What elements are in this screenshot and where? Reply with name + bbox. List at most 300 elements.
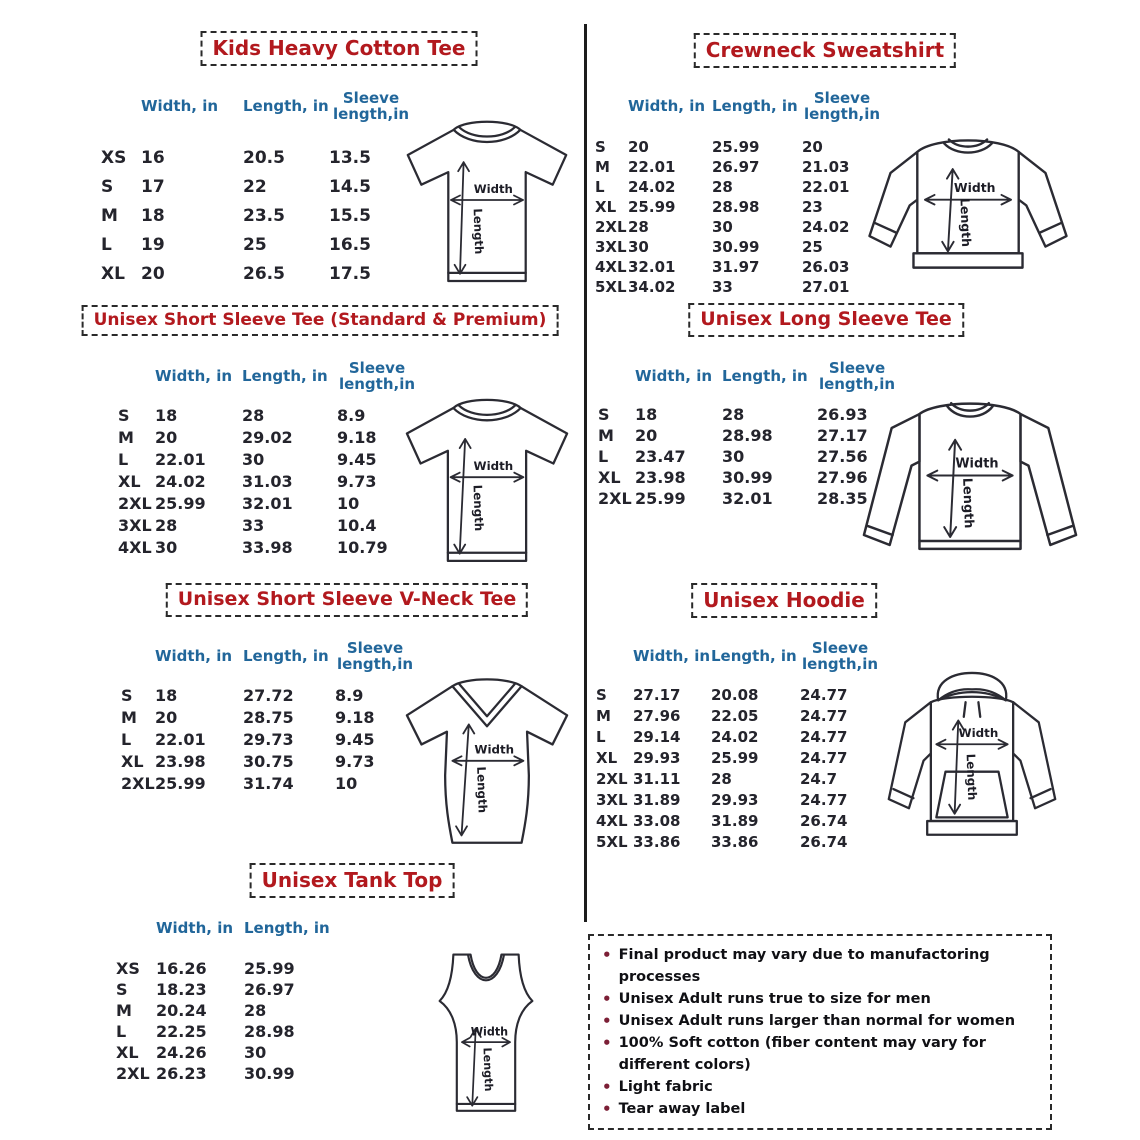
width-label: Width	[955, 456, 999, 472]
table-body	[101, 143, 413, 288]
table-row	[101, 172, 413, 201]
table-row	[118, 514, 417, 536]
note-item	[602, 1032, 1038, 1076]
table-row	[596, 768, 880, 789]
table-header-row	[141, 84, 413, 128]
size-label: S	[598, 405, 610, 424]
size-value: 21.03	[802, 158, 850, 176]
note-text: 100% Soft cotton (fiber content may vary for different colors)	[618, 1035, 986, 1073]
size-label: L	[101, 234, 112, 255]
size-value: 17.5	[329, 263, 371, 284]
size-value: 18	[635, 405, 658, 424]
column-header: Sleeve length,in	[818, 358, 896, 393]
crewneck-sweatshirt-icon	[858, 122, 1078, 287]
column-header: Sleeve length,in	[803, 88, 881, 123]
table-row	[116, 1042, 339, 1063]
size-label: XS	[101, 147, 127, 168]
size-value: 33	[242, 515, 265, 535]
column-header: Width, in	[156, 918, 234, 937]
length-label: Length	[957, 197, 975, 248]
size-value: 20	[635, 426, 658, 445]
table-row	[121, 750, 415, 772]
size-value: 14.5	[329, 176, 371, 197]
table-row	[101, 230, 413, 259]
size-label: M	[596, 706, 611, 725]
table-row	[596, 831, 880, 852]
size-value: 22.01	[155, 729, 206, 749]
size-value: 24.77	[800, 706, 848, 725]
size-value: 27.17	[817, 426, 868, 445]
note-text: Tear away label	[618, 1101, 746, 1117]
table-row	[596, 747, 880, 768]
column-header: Length, in	[712, 96, 798, 115]
table-header-row	[628, 84, 882, 128]
size-value: 24.02	[155, 471, 206, 491]
size-label: 3XL	[595, 238, 627, 256]
size-value: 10	[337, 493, 360, 513]
column-header: Sleeve length,in	[336, 638, 414, 673]
table-body	[118, 404, 417, 558]
size-label: 2XL	[595, 218, 627, 236]
table-row	[116, 1000, 339, 1021]
bullet-icon: •	[602, 1034, 612, 1052]
section-title-unisex-long-sleeve-tee: Unisex Long Sleeve Tee	[688, 303, 964, 337]
size-value: 32.01	[242, 493, 293, 513]
size-label: M	[595, 158, 610, 176]
long-sleeve-tee-icon	[856, 386, 1084, 574]
size-value: 30	[244, 1043, 267, 1062]
size-label: S	[118, 405, 130, 425]
size-value: 30.99	[722, 468, 773, 487]
size-value: 28.75	[243, 707, 294, 727]
size-value: 23.98	[635, 468, 686, 487]
size-value: 29.93	[633, 748, 681, 767]
table-row	[118, 536, 417, 558]
size-value: 28	[711, 769, 732, 788]
size-value: 20	[141, 263, 165, 284]
size-label: 4XL	[596, 811, 628, 830]
table-row	[596, 705, 880, 726]
size-label: XL	[596, 748, 618, 767]
size-value: 9.73	[337, 471, 377, 491]
table-row	[121, 706, 415, 728]
column-header: Length, in	[243, 646, 329, 665]
size-value: 25.99	[711, 748, 759, 767]
section-title-unisex-tank-top: Unisex Tank Top	[250, 863, 455, 898]
table-row	[595, 177, 882, 197]
size-value: 27.96	[633, 706, 681, 725]
table-body	[595, 137, 882, 297]
size-value: 27.01	[802, 278, 850, 296]
table-row	[116, 1063, 339, 1084]
size-table-unisex-long-sleeve-tee	[598, 354, 897, 509]
length-label: Length	[470, 484, 487, 532]
size-label: XL	[116, 1043, 139, 1062]
size-value: 26.23	[156, 1064, 207, 1083]
size-value: 23	[802, 198, 823, 216]
column-header: Sleeve length,in	[338, 358, 416, 393]
size-value: 30.99	[712, 238, 760, 256]
column-header: Length, in	[242, 366, 328, 385]
size-value: 26.74	[800, 811, 848, 830]
size-value: 20.08	[711, 685, 759, 704]
size-value: 28	[244, 1001, 267, 1020]
size-label: L	[595, 178, 605, 196]
size-label: S	[121, 685, 133, 705]
size-label: S	[596, 685, 607, 704]
table-row	[116, 979, 339, 1000]
table-row	[116, 958, 339, 979]
size-value: 27.72	[243, 685, 294, 705]
table-row	[596, 726, 880, 747]
size-value: 23.5	[243, 205, 285, 226]
column-header: Width, in	[628, 96, 706, 115]
size-value: 25	[243, 234, 267, 255]
length-label: Length	[963, 753, 980, 801]
table-header-row	[633, 634, 880, 678]
length-label: Length	[959, 477, 976, 529]
table-row	[595, 197, 882, 217]
size-value: 16	[141, 147, 165, 168]
table-row	[118, 404, 417, 426]
size-value: 31.03	[242, 471, 293, 491]
column-header: Length, in	[722, 366, 808, 385]
short-sleeve-tee-icon	[396, 388, 578, 570]
size-value: 28.98	[712, 198, 760, 216]
table-body	[116, 958, 339, 1084]
size-value: 20.5	[243, 147, 285, 168]
section-title-kids-heavy-cotton-tee: Kids Heavy Cotton Tee	[201, 31, 478, 66]
size-value: 20	[628, 138, 649, 156]
column-header: Width, in	[155, 366, 233, 385]
bullet-icon: •	[602, 1078, 612, 1096]
size-value: 10.79	[337, 537, 388, 557]
column-header: Length, in	[243, 96, 329, 115]
table-header-row	[155, 354, 417, 398]
size-value: 24.77	[800, 685, 848, 704]
table-row	[595, 137, 882, 157]
size-value: 29.14	[633, 727, 681, 746]
table-row	[596, 810, 880, 831]
size-value: 9.18	[337, 427, 377, 447]
size-table-kids-heavy-cotton-tee	[101, 84, 413, 288]
note-item	[602, 1076, 1038, 1098]
bullet-icon: •	[602, 1012, 612, 1030]
size-value: 16.5	[329, 234, 371, 255]
table-row	[118, 470, 417, 492]
table-row	[121, 728, 415, 750]
column-header: Sleeve length,in	[801, 638, 879, 673]
note-text: Final product may vary due to manufactoring processes	[618, 947, 990, 985]
size-value: 15.5	[329, 205, 371, 226]
size-value: 30	[628, 238, 649, 256]
table-body	[596, 684, 880, 852]
size-value: 30	[722, 447, 745, 466]
table-header-row	[155, 634, 415, 678]
size-value: 8.9	[335, 685, 364, 705]
size-label: 2XL	[596, 769, 628, 788]
size-value: 23.47	[635, 447, 686, 466]
column-header: Width, in	[155, 646, 233, 665]
size-value: 20	[155, 427, 178, 447]
size-label: XS	[116, 959, 140, 978]
size-value: 34.02	[628, 278, 676, 296]
column-header: Width, in	[141, 96, 219, 115]
size-value: 28	[242, 405, 265, 425]
size-value: 20	[802, 138, 823, 156]
hoodie-icon	[876, 668, 1068, 858]
size-value: 24.26	[156, 1043, 207, 1062]
size-value: 27.17	[633, 685, 681, 704]
size-label: 2XL	[121, 773, 155, 793]
size-label: 5XL	[595, 278, 627, 296]
table-row	[598, 404, 897, 425]
size-value: 26.93	[817, 405, 868, 424]
table-row	[121, 772, 415, 794]
size-label: S	[595, 138, 606, 156]
size-value: 32.01	[722, 489, 773, 508]
size-value: 13.5	[329, 147, 371, 168]
size-value: 18	[155, 405, 178, 425]
size-value: 22.01	[628, 158, 676, 176]
vneck-tee-icon	[396, 668, 578, 850]
size-label: L	[596, 727, 606, 746]
size-value: 30	[242, 449, 265, 469]
size-value: 33.08	[633, 811, 681, 830]
size-value: 29.02	[242, 427, 293, 447]
size-label: 3XL	[118, 515, 152, 535]
size-table-unisex-hoodie	[596, 634, 880, 852]
size-value: 23.98	[155, 751, 206, 771]
size-value: 33.86	[633, 832, 681, 851]
size-value: 19	[141, 234, 165, 255]
size-value: 17	[141, 176, 165, 197]
size-value: 28	[722, 405, 745, 424]
table-row	[595, 237, 882, 257]
table-row	[118, 492, 417, 514]
width-label: Width	[474, 742, 515, 757]
table-row	[116, 1021, 339, 1042]
size-value: 27.96	[817, 468, 868, 487]
note-item	[602, 1098, 1038, 1120]
size-value: 20.24	[156, 1001, 207, 1020]
size-label: 4XL	[118, 537, 152, 557]
size-label: M	[118, 427, 134, 447]
size-value: 25.99	[712, 138, 760, 156]
width-label: Width	[953, 180, 996, 196]
table-row	[595, 257, 882, 277]
size-label: 4XL	[595, 258, 627, 276]
size-label: 2XL	[116, 1064, 150, 1083]
size-value: 25.99	[244, 959, 295, 978]
size-value: 25.99	[155, 493, 206, 513]
size-value: 20	[155, 707, 178, 727]
table-row	[118, 448, 417, 470]
length-label: Length	[480, 1047, 496, 1092]
size-value: 32.01	[628, 258, 676, 276]
column-header: Length, in	[711, 646, 797, 665]
size-value: 29.73	[243, 729, 294, 749]
bullet-icon: •	[602, 990, 612, 1008]
size-value: 28	[628, 218, 649, 236]
size-value: 26.97	[712, 158, 760, 176]
size-value: 29.93	[711, 790, 759, 809]
size-label: M	[116, 1001, 132, 1020]
section-title-unisex-hoodie: Unisex Hoodie	[691, 583, 877, 618]
size-label: XL	[121, 751, 144, 771]
size-table-unisex-vneck-tee	[121, 634, 415, 794]
size-value: 25	[802, 238, 823, 256]
width-label: Width	[470, 1025, 509, 1039]
note-text: Light fabric	[618, 1079, 713, 1095]
table-row	[101, 143, 413, 172]
size-label: 2XL	[118, 493, 152, 513]
size-value: 18	[155, 685, 178, 705]
size-label: 5XL	[596, 832, 628, 851]
size-label: XL	[101, 263, 125, 284]
size-value: 24.77	[800, 727, 848, 746]
size-label: M	[598, 426, 614, 445]
column-header: Sleeve length,in	[332, 88, 410, 123]
size-value: 16.26	[156, 959, 207, 978]
table-header-row	[156, 916, 339, 940]
size-value: 22.05	[711, 706, 759, 725]
section-title-crewneck-sweatshirt: Crewneck Sweatshirt	[694, 33, 956, 68]
size-table-unisex-short-sleeve-tee	[118, 354, 417, 558]
size-label: L	[121, 729, 132, 749]
width-label: Width	[958, 725, 999, 740]
size-value: 28	[155, 515, 178, 535]
size-value: 31.97	[712, 258, 760, 276]
size-label: S	[116, 980, 128, 999]
size-label: L	[116, 1022, 127, 1041]
size-value: 10.4	[337, 515, 377, 535]
note-item	[602, 944, 1038, 988]
width-label: Width	[473, 181, 513, 196]
size-value: 26.74	[800, 832, 848, 851]
size-value: 31.74	[243, 773, 294, 793]
size-table-unisex-tank-top	[116, 916, 339, 1084]
size-value: 33.98	[242, 537, 293, 557]
size-value: 31.11	[633, 769, 681, 788]
size-value: 26.97	[244, 980, 295, 999]
size-value: 18.23	[156, 980, 207, 999]
size-value: 24.02	[711, 727, 759, 746]
table-row	[596, 789, 880, 810]
table-row	[598, 467, 897, 488]
table-row	[101, 201, 413, 230]
size-value: 22.25	[156, 1022, 207, 1041]
length-label: Length	[474, 766, 490, 814]
size-table-crewneck-sweatshirt	[595, 84, 882, 297]
size-label: L	[598, 447, 609, 466]
table-row	[118, 426, 417, 448]
size-value: 9.45	[337, 449, 377, 469]
section-title-unisex-short-sleeve-tee: Unisex Short Sleeve Tee (Standard & Premium)	[82, 305, 559, 336]
section-title-unisex-vneck-tee: Unisex Short Sleeve V-Neck Tee	[166, 583, 528, 617]
width-label: Width	[473, 458, 514, 473]
size-label: 3XL	[596, 790, 628, 809]
table-row	[598, 446, 897, 467]
size-value: 18	[141, 205, 165, 226]
bullet-icon: •	[602, 1100, 612, 1118]
size-label: L	[118, 449, 129, 469]
table-row	[595, 217, 882, 237]
size-value: 22.01	[802, 178, 850, 196]
note-text: Unisex Adult runs larger than normal for women	[618, 1013, 1016, 1029]
size-label: XL	[598, 468, 621, 487]
size-value: 10	[335, 773, 358, 793]
size-value: 9.45	[335, 729, 375, 749]
size-value: 28.98	[244, 1022, 295, 1041]
size-value: 27.56	[817, 447, 868, 466]
table-row	[598, 488, 897, 509]
note-item	[602, 1010, 1038, 1032]
size-value: 24.02	[628, 178, 676, 196]
size-label: XL	[118, 471, 141, 491]
bullet-icon: •	[602, 946, 612, 964]
short-sleeve-tee-icon	[393, 110, 581, 290]
length-label: Length	[470, 208, 487, 255]
column-header: Width, in	[635, 366, 713, 385]
table-body	[598, 404, 897, 509]
size-label: XL	[595, 198, 617, 216]
size-value: 28.35	[817, 489, 868, 508]
size-label: M	[101, 205, 118, 226]
size-value: 25.99	[628, 198, 676, 216]
size-value: 33.86	[711, 832, 759, 851]
size-value: 25.99	[155, 773, 206, 793]
size-value: 24.02	[802, 218, 850, 236]
size-value: 33	[712, 278, 733, 296]
table-row	[596, 684, 880, 705]
size-value: 24.7	[800, 769, 838, 788]
table-row	[121, 684, 415, 706]
column-divider	[584, 24, 587, 922]
size-value: 9.18	[335, 707, 375, 727]
table-row	[595, 157, 882, 177]
size-value: 26.03	[802, 258, 850, 276]
size-value: 31.89	[711, 811, 759, 830]
size-label: M	[121, 707, 137, 727]
size-value: 30.75	[243, 751, 294, 771]
size-value: 8.9	[337, 405, 366, 425]
size-value: 24.77	[800, 748, 848, 767]
table-row	[101, 259, 413, 288]
size-value: 30	[155, 537, 178, 557]
note-text: Unisex Adult runs true to size for men	[618, 991, 931, 1007]
table-row	[598, 425, 897, 446]
size-value: 30	[712, 218, 733, 236]
size-value: 31.89	[633, 790, 681, 809]
tank-top-icon	[420, 946, 552, 1122]
size-value: 22	[243, 176, 267, 197]
product-notes-box	[588, 934, 1052, 1130]
size-value: 25.99	[635, 489, 686, 508]
size-value: 24.77	[800, 790, 848, 809]
size-value: 26.5	[243, 263, 285, 284]
column-header: Length, in	[244, 918, 330, 937]
size-value: 28	[712, 178, 733, 196]
size-value: 28.98	[722, 426, 773, 445]
table-row	[595, 277, 882, 297]
note-item	[602, 988, 1038, 1010]
size-value: 30.99	[244, 1064, 295, 1083]
table-body	[121, 684, 415, 794]
size-label: 2XL	[598, 489, 632, 508]
size-label: S	[101, 176, 114, 197]
column-header: Width, in	[633, 646, 711, 665]
